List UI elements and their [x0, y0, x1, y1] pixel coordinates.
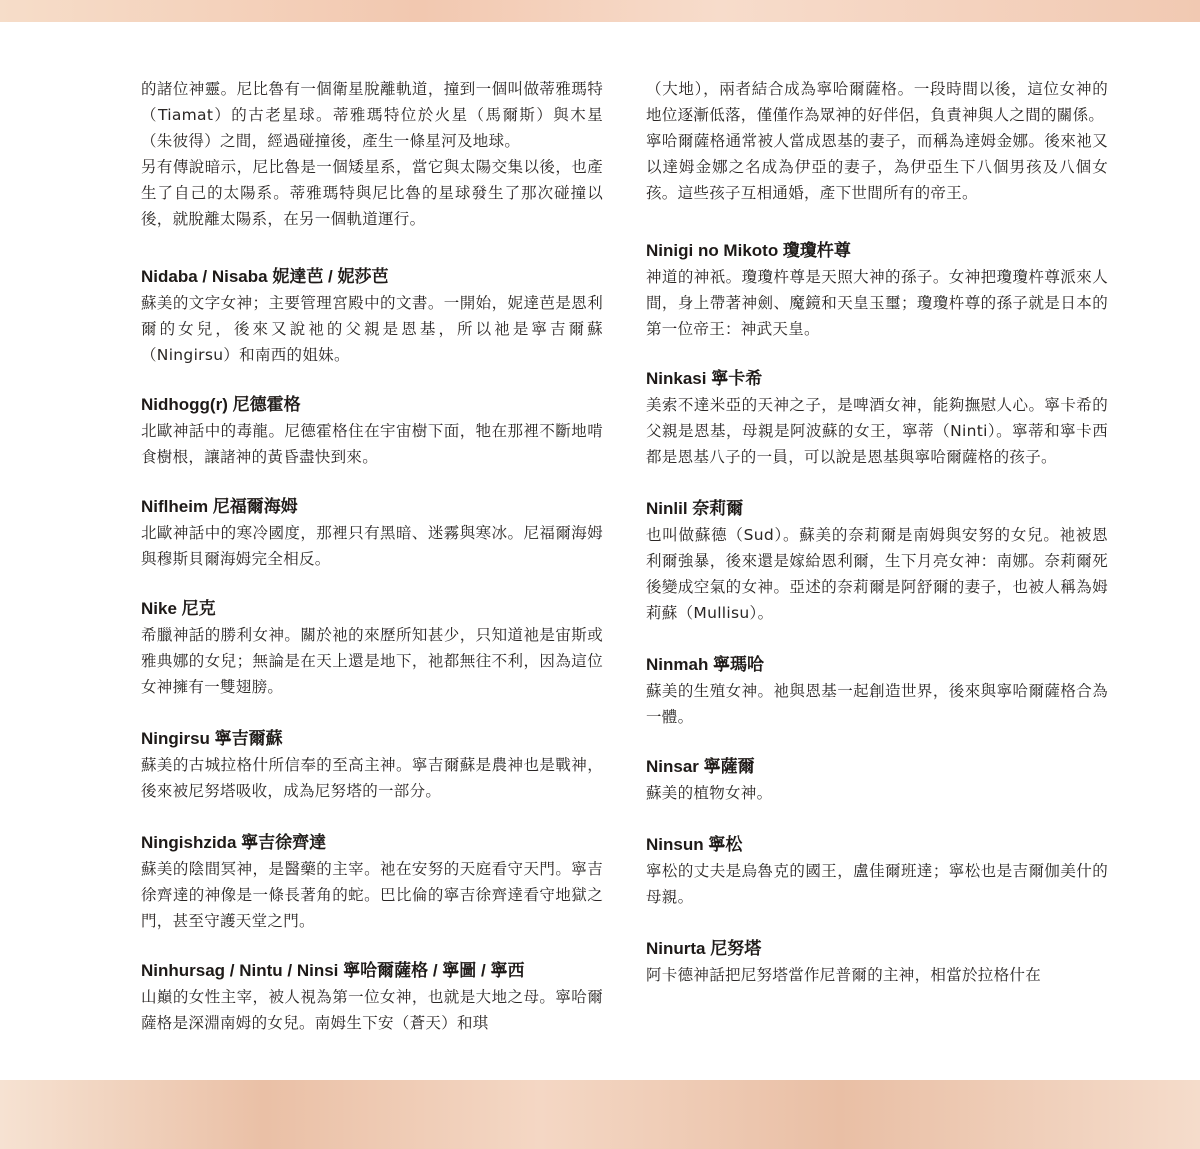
- entry-body: 寧松的丈夫是烏魯克的國王，盧佳爾班達；寧松也是吉爾伽美什的母親。: [646, 862, 1108, 906]
- glossary-entry-ninsun: [646, 832, 1108, 910]
- entry-body: 蘇美的文字女神；主要管理宮殿中的文書。一開始，妮達芭是恩利爾的女兒，後來又說祂的父親是恩基，所以祂是寧吉爾蘇（Ningirsu）和南西的姐妹。: [141, 294, 603, 364]
- glossary-entry-ningishzida: [141, 830, 603, 934]
- entry-title: Niflheim 尼福爾海姆: [141, 497, 298, 516]
- bottom-decorative-band: [0, 1080, 1200, 1149]
- entry-title: Ningishzida 寧吉徐齊達: [141, 833, 327, 852]
- entry-body: 阿卡德神話把尼努塔當作尼普爾的主神，相當於拉格什在: [646, 966, 1042, 984]
- glossary-entry-nidaba: [141, 264, 603, 368]
- entry-title: Ninigi no Mikoto 瓊瓊杵尊: [646, 241, 851, 260]
- entry-body: 蘇美的古城拉格什所信奉的至高主神。寧吉爾蘇是農神也是戰神，後來被尼努塔吸收，成為尼努塔的一部分。: [141, 756, 603, 800]
- entry-title: Ninsun 寧松: [646, 835, 743, 854]
- glossary-entry-niflheim: [141, 494, 603, 572]
- entry-body: 北歐神話中的毒龍。尼德霍格住在宇宙樹下面，牠在那裡不斷地啃食樹根，讓諸神的黃昏盡快到來。: [141, 422, 603, 466]
- entry-title: Nidaba / Nisaba 妮達芭 / 妮莎芭: [141, 267, 389, 286]
- entry-title: Ninsar 寧薩爾: [646, 757, 755, 776]
- entry-body: 也叫做蘇德（Sud）。蘇美的奈莉爾是南姆與安努的女兒。祂被恩利爾強暴，後來還是嫁給恩利爾，生下月亮女神：南娜。奈莉爾死後變成空氣的女神。亞述的奈莉爾是阿舒爾的妻子，也被人稱為姆莉蘇（Mullisu）。: [646, 526, 1108, 622]
- intro-paragraph: 寧哈爾薩格通常被人當成恩基的妻子，而稱為達姆金娜。後來祂又以達姆金娜之名成為伊亞的妻子，為伊亞生下八個男孩及八個女孩。這些孩子互相通婚，產下世間所有的帝王。: [646, 132, 1108, 202]
- entry-title: Ninkasi 寧卡希: [646, 369, 763, 388]
- glossary-entry-ninkasi: [646, 366, 1108, 470]
- entry-body: 蘇美的陰間冥神，是醫藥的主宰。祂在安努的天庭看守天門。寧吉徐齊達的神像是一條長著角的蛇。巴比倫的寧吉徐齊達看守地獄之門，甚至守護天堂之門。: [141, 860, 603, 930]
- glossary-entry-nidhogg: [141, 392, 603, 470]
- intro-paragraph: 另有傳說暗示，尼比魯是一個矮星系，當它與太陽交集以後，也產生了自己的太陽系。蒂雅瑪特與尼比魯的星球發生了那次碰撞以後，就脫離太陽系，在另一個軌道運行。: [141, 158, 603, 228]
- glossary-entry-ninigi-no-mikoto: [646, 238, 1108, 342]
- entry-body: 希臘神話的勝利女神。關於祂的來歷所知甚少，只知道祂是宙斯或雅典娜的女兒；無論是在天上還是地下，祂都無往不利，因為這位女神擁有一雙翅膀。: [141, 626, 603, 696]
- entry-body: 蘇美的生殖女神。祂與恩基一起創造世界，後來與寧哈爾薩格合為一體。: [646, 682, 1108, 726]
- entry-body: 山巔的女性主宰，被人視為第一位女神，也就是大地之母。寧哈爾薩格是深淵南姆的女兒。南姆生下安（蒼天）和琪: [141, 988, 603, 1032]
- glossary-entry-ninurta: [646, 936, 1108, 988]
- intro-paragraph: 的諸位神靈。尼比魯有一個衛星脫離軌道，撞到一個叫做蒂雅瑪特（Tiamat）的古老星球。蒂雅瑪特位於火星（馬爾斯）與木星（朱彼得）之間，經過碰撞後，產生一條星河及地球。: [141, 80, 603, 150]
- glossary-entry-ninlil: [646, 496, 1108, 626]
- entry-body: 蘇美的植物女神。: [646, 784, 773, 802]
- entry-body: 美索不達米亞的天神之子，是啤酒女神，能夠撫慰人心。寧卡希的父親是恩基，母親是阿波蘇的女王，寧蒂（Ninti）。寧蒂和寧卡西都是恩基八子的一員，可以說是恩基與寧哈爾薩格的孩子。: [646, 396, 1108, 466]
- entry-body: 北歐神話中的寒冷國度，那裡只有黑暗、迷霧與寒冰。尼福爾海姆與穆斯貝爾海姆完全相反。: [141, 524, 603, 568]
- entry-title: Ninmah 寧瑪哈: [646, 655, 765, 674]
- right-column: [646, 76, 1108, 988]
- intro-paragraph: （大地），兩者結合成為寧哈爾薩格。一段時間以後，這位女神的地位逐漸低落，僅僅作為眾神的好伴侶，負責神與人之間的關係。: [646, 80, 1108, 124]
- entry-title: Ningirsu 寧吉爾蘇: [141, 729, 283, 748]
- entry-title: Ninhursag / Nintu / Ninsi 寧哈爾薩格 / 寧圖 / 寧西: [141, 961, 525, 980]
- entry-body: 神道的神祇。瓊瓊杵尊是天照大神的孫子。女神把瓊瓊杵尊派來人間，身上帶著神劍、魔鏡和天皇玉璽；瓊瓊杵尊的孫子就是日本的第一位帝王：神武天皇。: [646, 268, 1108, 338]
- entry-title: Ninlil 奈莉爾: [646, 499, 744, 518]
- entry-title: Nike 尼克: [141, 599, 216, 618]
- entry-title: Ninurta 尼努塔: [646, 939, 762, 958]
- entry-title: Nidhogg(r) 尼德霍格: [141, 395, 301, 414]
- glossary-entry-ninhursag: [141, 958, 603, 1036]
- glossary-entry-nike: [141, 596, 603, 700]
- left-column: [141, 76, 603, 1036]
- glossary-entry-ninmah: [646, 652, 1108, 730]
- glossary-entry-ninsar: [646, 754, 1108, 806]
- top-decorative-band: [0, 0, 1200, 22]
- glossary-entry-ningirsu: [141, 726, 603, 804]
